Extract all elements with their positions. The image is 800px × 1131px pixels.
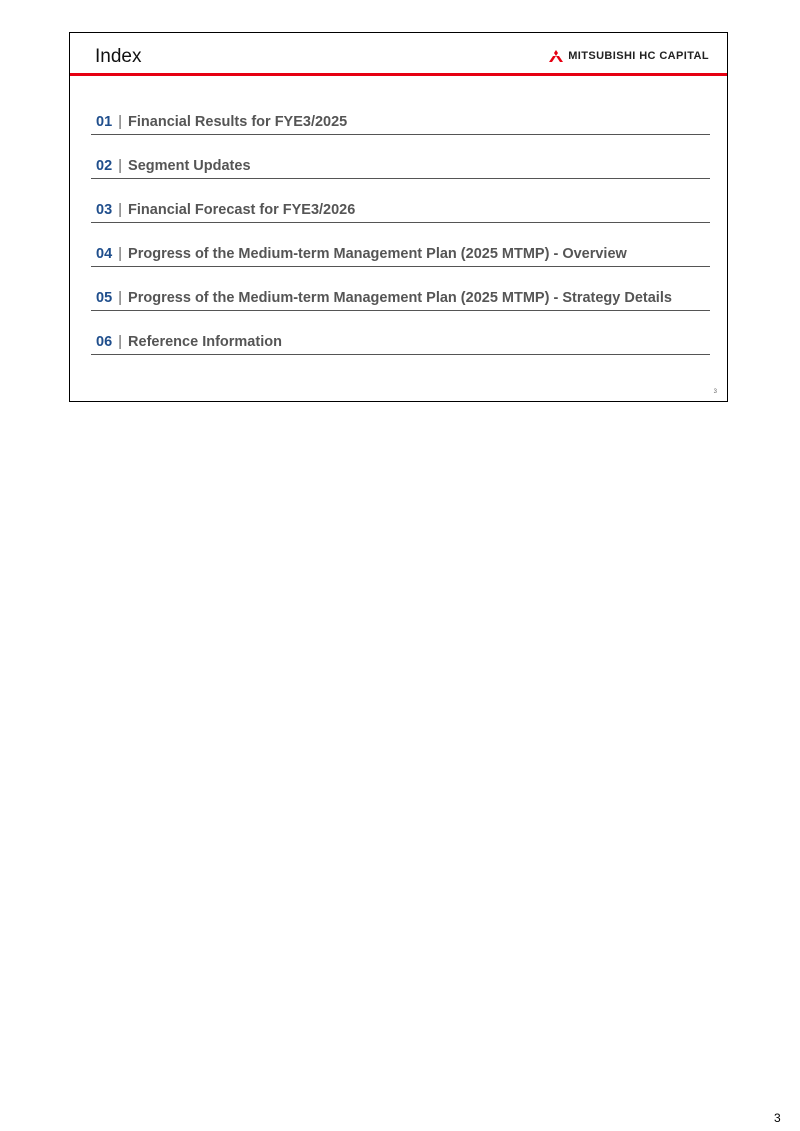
slide-header — [70, 33, 727, 75]
index-rule — [91, 310, 710, 311]
index-rule — [91, 178, 710, 179]
slide-title: Index — [95, 46, 142, 67]
index-rule — [91, 266, 710, 267]
slide — [69, 32, 728, 402]
index-separator: | — [118, 113, 123, 130]
index-row — [96, 333, 282, 350]
header-rule — [70, 73, 727, 76]
index-item-06[interactable] — [91, 331, 710, 375]
index-item-01[interactable] — [91, 111, 710, 155]
index-label: Financial Results for FYE3/2025 — [128, 113, 348, 130]
brand-name: MITSUBISHI HC CAPITAL — [568, 50, 709, 62]
index-separator: | — [118, 245, 123, 262]
index-label: Reference Information — [128, 333, 282, 350]
index-label: Progress of the Medium-term Management Plan (2025 MTMP) - Strategy Details — [128, 289, 672, 306]
three-diamonds-icon — [549, 50, 563, 62]
index-row — [96, 245, 627, 262]
index-row — [96, 157, 251, 174]
index-number: 03 — [96, 201, 113, 218]
index-separator: | — [118, 201, 123, 218]
index-rule — [91, 354, 710, 355]
index-item-04[interactable] — [91, 243, 710, 287]
index-number: 04 — [96, 245, 113, 262]
slide-page-number: 3 — [713, 389, 717, 395]
index-rule — [91, 222, 710, 223]
index-label: Progress of the Medium-term Management Plan (2025 MTMP) - Overview — [128, 245, 627, 262]
index-list — [91, 111, 710, 375]
index-number: 05 — [96, 289, 113, 306]
index-number: 06 — [96, 333, 113, 350]
index-separator: | — [118, 289, 123, 306]
index-item-02[interactable] — [91, 155, 710, 199]
index-item-05[interactable] — [91, 287, 710, 331]
index-separator: | — [118, 157, 123, 174]
index-number: 01 — [96, 113, 113, 130]
index-label: Financial Forecast for FYE3/2026 — [128, 201, 356, 218]
index-separator: | — [118, 333, 123, 350]
brand-logo — [549, 50, 709, 62]
index-row — [96, 289, 672, 306]
index-label: Segment Updates — [128, 157, 251, 174]
index-row — [96, 113, 347, 130]
index-row — [96, 201, 355, 218]
document-page-number: 3 — [774, 1111, 781, 1125]
index-number: 02 — [96, 157, 113, 174]
index-item-03[interactable] — [91, 199, 710, 243]
index-rule — [91, 134, 710, 135]
